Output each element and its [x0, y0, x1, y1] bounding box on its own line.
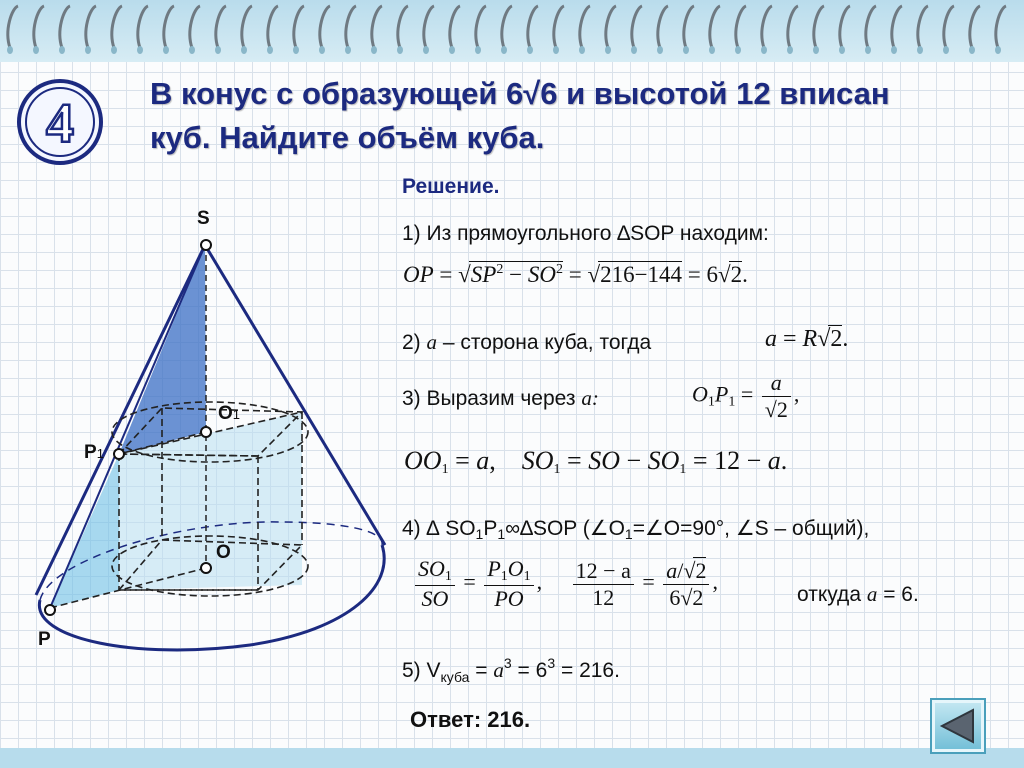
label-p1: P1 — [84, 442, 104, 463]
spiral-hole — [319, 46, 325, 54]
spiral-hole — [735, 46, 741, 54]
spiral-hole — [995, 46, 1001, 54]
spiral-ring — [892, 6, 902, 48]
spiral-hole — [917, 46, 923, 54]
step-4-conclusion: откуда a = 6. — [797, 582, 919, 606]
spiral-hole — [865, 46, 871, 54]
spiral-ring — [918, 6, 928, 48]
spiral-ring — [632, 6, 642, 48]
spiral-ring — [710, 6, 720, 48]
spiral-hole — [761, 46, 767, 54]
spiral-ring — [736, 6, 746, 48]
spiral-ring — [372, 6, 382, 48]
spiral-ring — [814, 6, 824, 48]
spiral-ring — [866, 6, 876, 48]
spiral-ring — [840, 6, 850, 48]
spiral-ring — [684, 6, 694, 48]
point-p1 — [114, 449, 124, 459]
spiral-hole — [943, 46, 949, 54]
point-s — [201, 240, 211, 250]
spiral-hole — [839, 46, 845, 54]
spiral-hole — [631, 46, 637, 54]
spiral-hole — [267, 46, 273, 54]
spiral-ring — [8, 6, 18, 48]
spiral-ring — [112, 6, 122, 48]
spiral-ring — [164, 6, 174, 48]
spiral-hole — [215, 46, 221, 54]
spiral-ring — [606, 6, 616, 48]
spiral-hole — [891, 46, 897, 54]
spiral-ring — [762, 6, 772, 48]
spiral-ring — [502, 6, 512, 48]
spiral-hole — [579, 46, 585, 54]
spiral-ring — [242, 6, 252, 48]
step-2-formula: a = R√2. — [765, 326, 849, 352]
problem-line-2: куб. Найдите объём куба. — [150, 120, 545, 155]
spiral-ring — [346, 6, 356, 48]
spiral-hole — [475, 46, 481, 54]
step-5: 5) $V_{куба} = a^3 = 6^3 = 216$. — [402, 655, 620, 685]
spiral-hole — [813, 46, 819, 54]
spiral-hole — [137, 46, 143, 54]
spiral-hole — [59, 46, 65, 54]
spiral-ring — [580, 6, 590, 48]
step-1-formula: OP = $√SP^2 - SO^2 = √216-144 = 6√2$. — [403, 262, 748, 287]
notebook-bottom-strip — [0, 748, 1024, 768]
answer: Ответ: 216. — [410, 707, 531, 732]
spiral-ring — [450, 6, 460, 48]
spiral-ring — [424, 6, 434, 48]
spiral-hole — [85, 46, 91, 54]
spiral-ring — [554, 6, 564, 48]
spiral-hole — [371, 46, 377, 54]
label-s: S — [197, 208, 210, 229]
spiral-ring — [216, 6, 226, 48]
spiral-hole — [7, 46, 13, 54]
spiral-hole — [345, 46, 351, 54]
point-p — [45, 605, 55, 615]
spiral-hole — [969, 46, 975, 54]
spiral-ring — [320, 6, 330, 48]
spiral-ring — [86, 6, 96, 48]
spiral-hole — [397, 46, 403, 54]
spiral-ring — [138, 6, 148, 48]
spiral-hole — [163, 46, 169, 54]
number-badge-icon — [14, 76, 106, 168]
badge-number: 4 — [46, 93, 74, 155]
back-arrow-icon — [939, 708, 977, 744]
spiral-ring — [658, 6, 668, 48]
back-button[interactable] — [930, 698, 986, 754]
spiral-hole — [683, 46, 689, 54]
spiral-ring — [190, 6, 200, 48]
step-3-equations: $OO_1 = a$, $SO_1$ = SO − $SO_1 = 12 - a$. — [404, 446, 788, 477]
spiral-hole — [787, 46, 793, 54]
point-o — [201, 563, 211, 573]
step-4-text: 4) ∆ $SO_1P_1\infty\Delta SOP$ ($\angle O_1=\angle O=90^\circ$, ∠S – общий), — [402, 517, 870, 542]
spiral-hole — [423, 46, 429, 54]
solution-heading: Решение. — [402, 175, 500, 198]
label-p: P — [38, 629, 51, 650]
cone-cube-figure — [0, 200, 400, 660]
spiral-hole — [501, 46, 507, 54]
label-o1: O1 — [218, 403, 241, 424]
spiral-hole — [293, 46, 299, 54]
spiral-ring — [268, 6, 278, 48]
spiral-ring — [34, 6, 44, 48]
point-o1 — [201, 427, 211, 437]
spiral-hole — [111, 46, 117, 54]
step-3-text: 3) Выразим через a: — [402, 386, 599, 410]
spiral-binding — [0, 0, 1024, 62]
spiral-ring — [944, 6, 954, 48]
spiral-hole — [553, 46, 559, 54]
spiral-ring — [60, 6, 70, 48]
spiral-hole — [449, 46, 455, 54]
spiral-hole — [527, 46, 533, 54]
step-1-text: 1) Из прямоугольного ∆SOP находим: — [402, 222, 769, 245]
spiral-ring — [294, 6, 304, 48]
spiral-ring — [398, 6, 408, 48]
spiral-hole — [241, 46, 247, 54]
spiral-hole — [33, 46, 39, 54]
spiral-ring — [528, 6, 538, 48]
spiral-ring — [970, 6, 980, 48]
spiral-hole — [709, 46, 715, 54]
step-4-proportion: $\frac{SO_1}{SO}$ = $\frac{P_1O_1}{PO}$ , $\frac{12 - a}{12}$ = $\frac{a/√2}{6√2}$ , — [412, 556, 718, 612]
spiral-ring — [476, 6, 486, 48]
problem-statement — [150, 72, 1010, 160]
spiral-ring — [996, 6, 1006, 48]
label-o: O — [216, 542, 231, 563]
problem-line-1: В конус с образующей 6√6 и высотой 12 вписан — [150, 76, 890, 111]
spiral-hole — [657, 46, 663, 54]
step-2: 2) a – сторона куба, тогда — [402, 330, 652, 354]
spiral-ring — [788, 6, 798, 48]
step-3-fraction: $O_1P_1$ = $\frac{a}{√2}$ , — [692, 370, 800, 422]
spiral-hole — [605, 46, 611, 54]
spiral-hole — [189, 46, 195, 54]
